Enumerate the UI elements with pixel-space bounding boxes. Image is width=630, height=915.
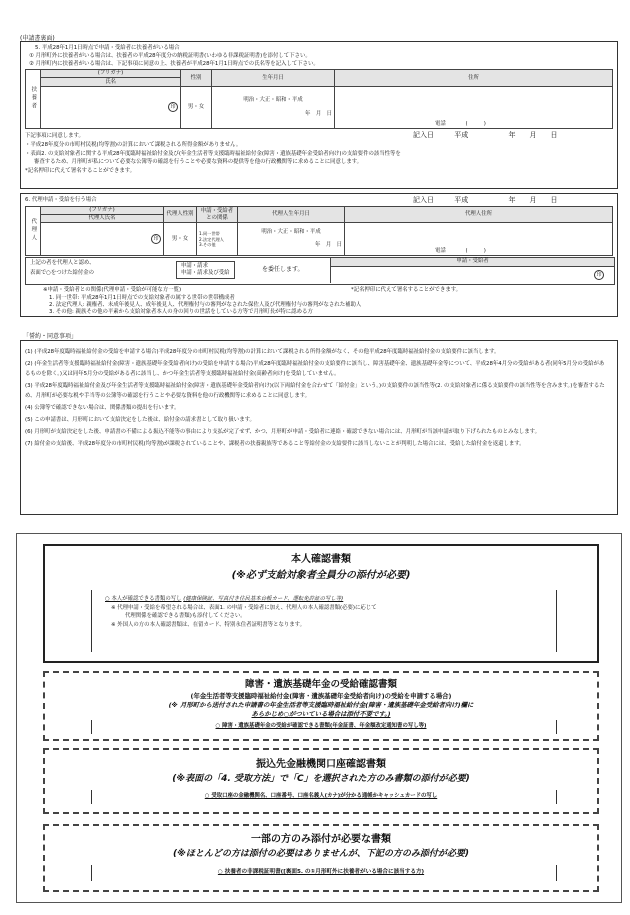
pension-docs-subtitle: (年金生活者等支援臨時福祉給付金(障害・遺族基礎年金受給者向け)の受給を申請する場合) [190,692,452,700]
proxy-sex-header: 代理人性別 [164,207,197,223]
dob-ymd: 年 月 日 [315,242,342,249]
dependent-address-header: 住所 [335,70,613,87]
id-docs-line3: 代理関係を確認できる書類)も添付してください。 [125,613,246,619]
tel-label: 電話 [435,121,446,128]
option-apply: 申請・請求 [181,263,208,269]
oath-item: (3) 平成28年度臨時福祉給付金及び年金生活者等支援臨時福祉給付金(障害・遺族基礎年金受給者向け)(以下両給付金を合わせて「給付金」という。)の支給要件の該当性等(2. の支給対象者に係る支給要件の該当性等を含みます。)を審査するため、月形町が必要な税や手当等の公簿等の確認を行うことや必要な資料を他の行政機関等に求めることに同意します。 [25,383,605,399]
seal-mark: 印 [168,102,178,112]
required-documents-panel [16,533,622,903]
dependent-name-header: 氏名 [41,78,181,86]
bank-docs-title: 振込先金融機関口座確認書類 [256,759,386,770]
oath-item: (7) 給付金の支給後、平成28年度分の市町村民税(均等割)が課税されていることや、課税者の扶養親族等であること等給付金の支給要件に該当しないことが判明した場合には、受給した給付金を返還します。 [25,441,525,447]
proxy-furigana-label: (フリガナ) [41,207,164,215]
era-options: 明治・大正・昭和・平成 [243,96,303,103]
delegation-line2: 表面で○をつけた給付金の [30,270,95,276]
s5-bullet-1: ・平成28年度分の市町村民税(均等割)の計算において課税される所得金額がありません。 [25,142,242,148]
id-docs-title: 本人確認書類 [291,554,351,565]
relation-item-3: 3. その他: 親族その他の平素から支給対象者本人の身の回りの世話をしている方等で月形町長が特に認める方 [49,309,313,315]
pension-docs-note1: (※ 月形町から送付された申請書の年金生活者等支援臨時福祉給付金(障害・遺族基礎年金受給者向け)欄に [168,701,474,709]
pension-docs-item: ○ 障害・遺族基礎年金の受給が確認できる書類(年金証書、年金額改定通知書の写し等) [215,723,427,729]
partial-docs-title: 一部の方のみ添付が必要な書類 [251,834,391,845]
id-docs-box [43,544,599,663]
s5-bullet-2: ・表面2. の支給対象者に関する平成28年度臨時福祉給付金及び(年金生活者等支援臨時福祉給付金(障害・遺族基礎年金受給者向け)の支給要件の該当性等を [25,151,401,157]
proxy-name-field[interactable] [41,223,164,256]
id-docs-line1-lead: ○ 本人が確認できる書類の写し [105,596,182,602]
dob-ymd: 年 月 日 [305,111,332,118]
dependent-name-field[interactable] [41,86,181,128]
oath-item: (2) (年金生活者等支援臨時福祉給付金(障害・遺族基礎年金受給者向け)の受給を申請する場合)平成28年度臨時福祉給付金の支給要件に該当し、障害基礎年金、遺族基礎年金等について、平成28年4月分の受給がある者(同年5月分の受給があるものを除く。)又は同年5月分の受給がある者に該当し、かつ年金生活者等支援臨時福祉給付金(高齢者向け)を受給していません。 [25,361,605,377]
date-ymd: 年 月 日 [508,131,558,139]
era-label: 平成 [454,131,469,139]
id-docs-line1-rest: (健康保険証、写真付き住民基本台帳カード、運転免許証の写し等) [183,596,344,602]
seal-mark: 印 [594,270,604,280]
delegation-row [25,257,615,285]
delegation-text: を委任します。 [262,266,304,273]
partial-docs-subtitle: (※ほとんどの方は添付の必要はありませんが、下記の方のみ添付が必要) [173,849,469,859]
oath-item: (6) 月形町が支給決定をした後、申請書の不備による振込不能等の事由により支払が完了せず、かつ、月形町が申請・受給者に連絡・確認できない場合には、月形町が当該申請が取り下げられたものとみなします。 [25,429,540,435]
section-5-title: 5. 平成28年1月1日時点で申請・受給者に扶養者がいる場合 [35,45,180,51]
bank-docs-item: ○ 受取口座の金融機関名、口座番号、口座名義人(カナ)が分かる通帳かキャッシュカードの写し [204,793,438,799]
section-6-title: 6. 代理申請・受給を行う場合 [25,197,97,203]
dependent-address-field[interactable] [335,86,613,128]
relation-item-1: 1. 同一世帯: 平成28年1月1日時点での支給対象者の属する世帯の世帯構成者 [49,295,235,301]
option-apply-receive: 申請・請求及び受給 [181,269,230,276]
section-6-proxy [20,193,618,317]
filled-label: 記入日 [413,131,434,139]
oath-section [20,333,618,515]
partial-docs-item: ○ 扶養者の非課税証明書([裏面5. の①月形町外に扶養者がいる場合に該当する方) [217,869,425,875]
relation-option: 2.法定代理人 [199,236,224,242]
agree-statement: 下記事項に同意します。 [25,133,84,139]
proxy-address-header: 代理人住所 [345,207,613,223]
s5-bullet-4: *記名押印に代えて署名することができます。 [25,168,136,174]
oath-item: (1) (平成28年度臨時福祉給付金の受給を申請する場合)平成28年度分の市町村民税(均等割)の計算において課税される所得金額がなく、その他平成28年度臨時福祉給付金の支給要件に該当します。 [25,349,500,355]
delegation-line1: 上記の者を代理人と認め、 [30,260,95,266]
relation-option: 3.その他 [199,241,216,247]
proxy-name-header: 代理人氏名 [41,215,164,223]
proxy-dob-header: 代理人生年月日 [238,207,345,223]
dependent-table [25,69,613,129]
section-5-note1: ① 月形町外に扶養者がいる場合は、扶養者の平成28年度分の納税証明書(いわゆる非課税証明書)を添付して下さい。 [29,53,311,59]
oath-list [25,347,609,449]
id-docs-line2: ※ 代理申請・受給を希望される場合は、表面1. の申請・受給者に加え、代理人の本人確認書類(必要)に応じて [111,605,377,611]
date-ymd: 年 月 日 [508,196,558,204]
applicant-header: 申請・受給者 [330,258,614,267]
id-docs-line1 [105,596,343,603]
tel-paren: ( ) [465,121,486,128]
dependent-side-label: 扶養者 [26,70,41,129]
partial-docs-box [43,824,599,892]
era-options: 明治・大正・昭和・平成 [261,229,321,236]
s5-filled-date[interactable] [413,131,557,140]
pension-docs-note2: あらかじめ○がついている場合は添付不要です。) [251,710,391,718]
section-5-dependents [20,41,618,189]
tel-paren: ( ) [465,248,486,255]
dependent-sex-header: 性別 [181,70,212,87]
delegation-options[interactable] [176,261,235,279]
oath-item: (4) 公簿等で確認できない場合は、関係書類の提出を行います。 [25,405,180,411]
oath-item: (5) この申請書は、月形町において支給決定をした後は、給付金の請求書として取り扱います。 [25,417,255,423]
section-5-note2: ② 月形町内に扶養者がいる場合は、下記事項に同意の上、扶養者が平成28年1月1日時点での氏名等を記入して下さい。 [29,61,319,67]
pension-docs-title: 障害・遺族基礎年金の受給確認書類 [244,679,397,690]
s6-filled-date[interactable] [413,196,557,205]
tel-label: 電話 [435,248,446,255]
proxy-sign-note: *記名押印に代えて署名することができます。 [351,287,462,293]
dependent-sex-field[interactable]: 男・女 [181,86,212,128]
filled-label: 記入日 [413,196,434,204]
id-docs-line4: ※ 外国人の方の本人確認書類は、在留カード、特別永住者証明書等となります。 [111,622,305,628]
proxy-side-label: 代理人 [26,207,41,256]
oath-title: 「誓約・同意事項」 [23,333,78,340]
seal-mark: 印 [151,234,161,244]
proxy-relation-header: 申請・受給者との関係 [197,207,238,223]
dependent-dob-header: 生年月日 [212,70,335,87]
proxy-table [25,206,613,256]
relation-list-title: ※申請・受給者との関係(代理申請・受給が可能な方一覧) [43,287,182,293]
dependent-dob-field[interactable] [212,86,335,128]
proxy-address-field[interactable] [345,223,613,256]
id-docs-subtitle: (※必ず支給対象者全員分の添付が必要) [231,570,411,581]
bank-docs-subtitle: (※表面の「4. 受取方法」で「C」を選択された方のみ書類の添付が必要) [172,774,470,784]
back-side-label: (申請書裏面) [20,35,55,42]
proxy-sex-field[interactable]: 男・女 [164,223,197,256]
applicant-field[interactable] [330,267,614,283]
era-label: 平成 [454,196,469,204]
proxy-dob-field[interactable] [238,223,345,256]
pension-docs-box [43,671,599,741]
bank-docs-box [43,748,599,814]
relation-item-2: 2. 法定代理人: 親権者、未成年後見人、成年後見人、代理権付与の審判がなされた保佐人及び代理権付与の審判がなされた補助人 [49,302,362,308]
dependent-furigana-label: (フリガナ) [41,70,181,78]
s5-bullet-3: 審査するため、月形町が私について必要な公簿等の確認を行うことや必要な資料の提供等を他の行政機関等に求めることに同意します。 [34,159,363,165]
proxy-relation-field[interactable] [197,223,238,256]
relation-option: 1.同一世帯 [199,231,220,237]
